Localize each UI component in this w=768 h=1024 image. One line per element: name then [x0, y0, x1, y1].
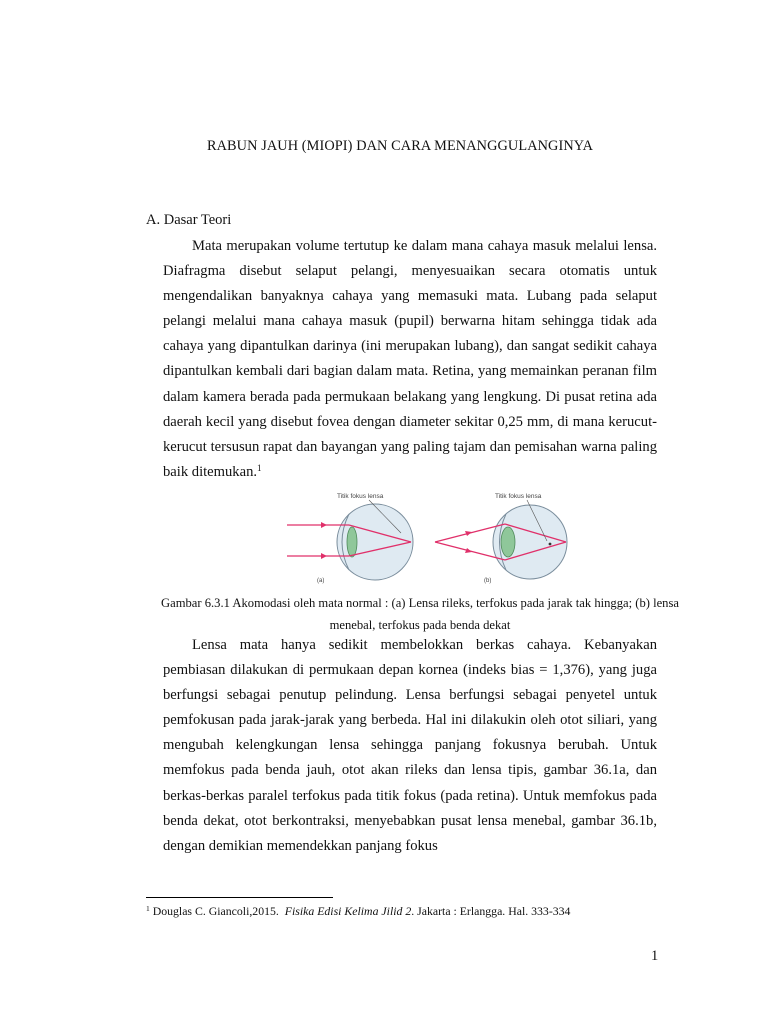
footnote-book-title: Fisika Edisi Kelima Jilid 2: [284, 904, 412, 918]
footnote-publisher: . Jakarta : Erlangga. Hal. 333-334: [411, 904, 571, 918]
footnote-number: 1: [146, 904, 150, 913]
lens-a: [347, 527, 357, 557]
paragraph-1-text: Mata merupakan volume tertutup ke dalam mana cahaya masuk melalui lensa. Diafragma disebut selaput pelangi, menyesuaikan secara otomatis untuk mengendalikan banyaknya cahaya yang memasuki mata. Lubang pada selaput pelangi melalui mana cahaya masuk (pupil) berwarna hitam sehingga tidak ada cahaya yang dipantulkan darinya (ini merupakan lubang), dan sangat sedikit cahaya dipantulkan kembali dari bagian dalam mata. Retina, yang memainkan peranan film dalam kamera berada pada permukaan belakang yang lengkung. Di pusat retina ada daerah kecil yang disebut fovea dengan diameter sekitar 0,25 mm, di mana kerucut-kerucut tersusun rapat dan bayangan yang paling tajam dan pemisahan warna paling baik ditemukan.: [163, 238, 657, 480]
figure-caption: Gambar 6.3.1 Akomodasi oleh mata normal : (a) Lensa rileks, terfokus pada jarak tak hingga; (b) lensa menebal, terfokus pada benda dekat: [161, 596, 679, 632]
label-a: (a): [317, 578, 325, 584]
footnote-reference[interactable]: 1: [257, 462, 262, 473]
body-paragraph-2: [163, 633, 657, 859]
section-heading: A. Dasar Teori: [146, 212, 232, 228]
focal-point-b: [549, 543, 552, 546]
footnote: [146, 904, 570, 919]
footnote-separator: [146, 897, 333, 898]
label-a-top: Titik fokus lensa: [337, 493, 384, 500]
footnote-author: Douglas C. Giancoli,2015.: [152, 904, 279, 918]
lens-b: [501, 527, 515, 557]
page-number: 1: [651, 948, 659, 964]
label-b: (b): [484, 578, 492, 584]
paragraph-2-text: Lensa mata hanya sedikit membelokkan berkas cahaya. Kebanyakan pembiasan dilakukan di permukaan depan kornea (indeks bias = 1,376), yang juga berfungsi sebagai penutup pelindung. Lensa berfungsi sebagai penyetel untuk pemfokusan pada jarak-jarak yang berbeda. Hal ini dilakukin oleh otot siliari, yang mengubah kelengkungan lensa sehingga panjang fokusnya berubah. Untuk memfokus pada benda jauh, otot akan rileks dan lensa tipis, gambar 36.1a, dan berkas-berkas paralel terfokus pada titik fokus (pada retina). Untuk memfokus pada benda dekat, otot berkontraksi, menyebabkan pusat lensa menebal, gambar 36.1b, dengan demikian memendekkan panjang fokus: [163, 637, 657, 854]
label-b-top: Titik fokus lensa: [495, 493, 542, 500]
document-title: RABUN JAUH (MIOPI) DAN CARA MENANGGULANGINYA: [206, 138, 594, 154]
body-paragraph-1: [163, 234, 657, 485]
eye-accommodation-figure: [277, 486, 574, 586]
